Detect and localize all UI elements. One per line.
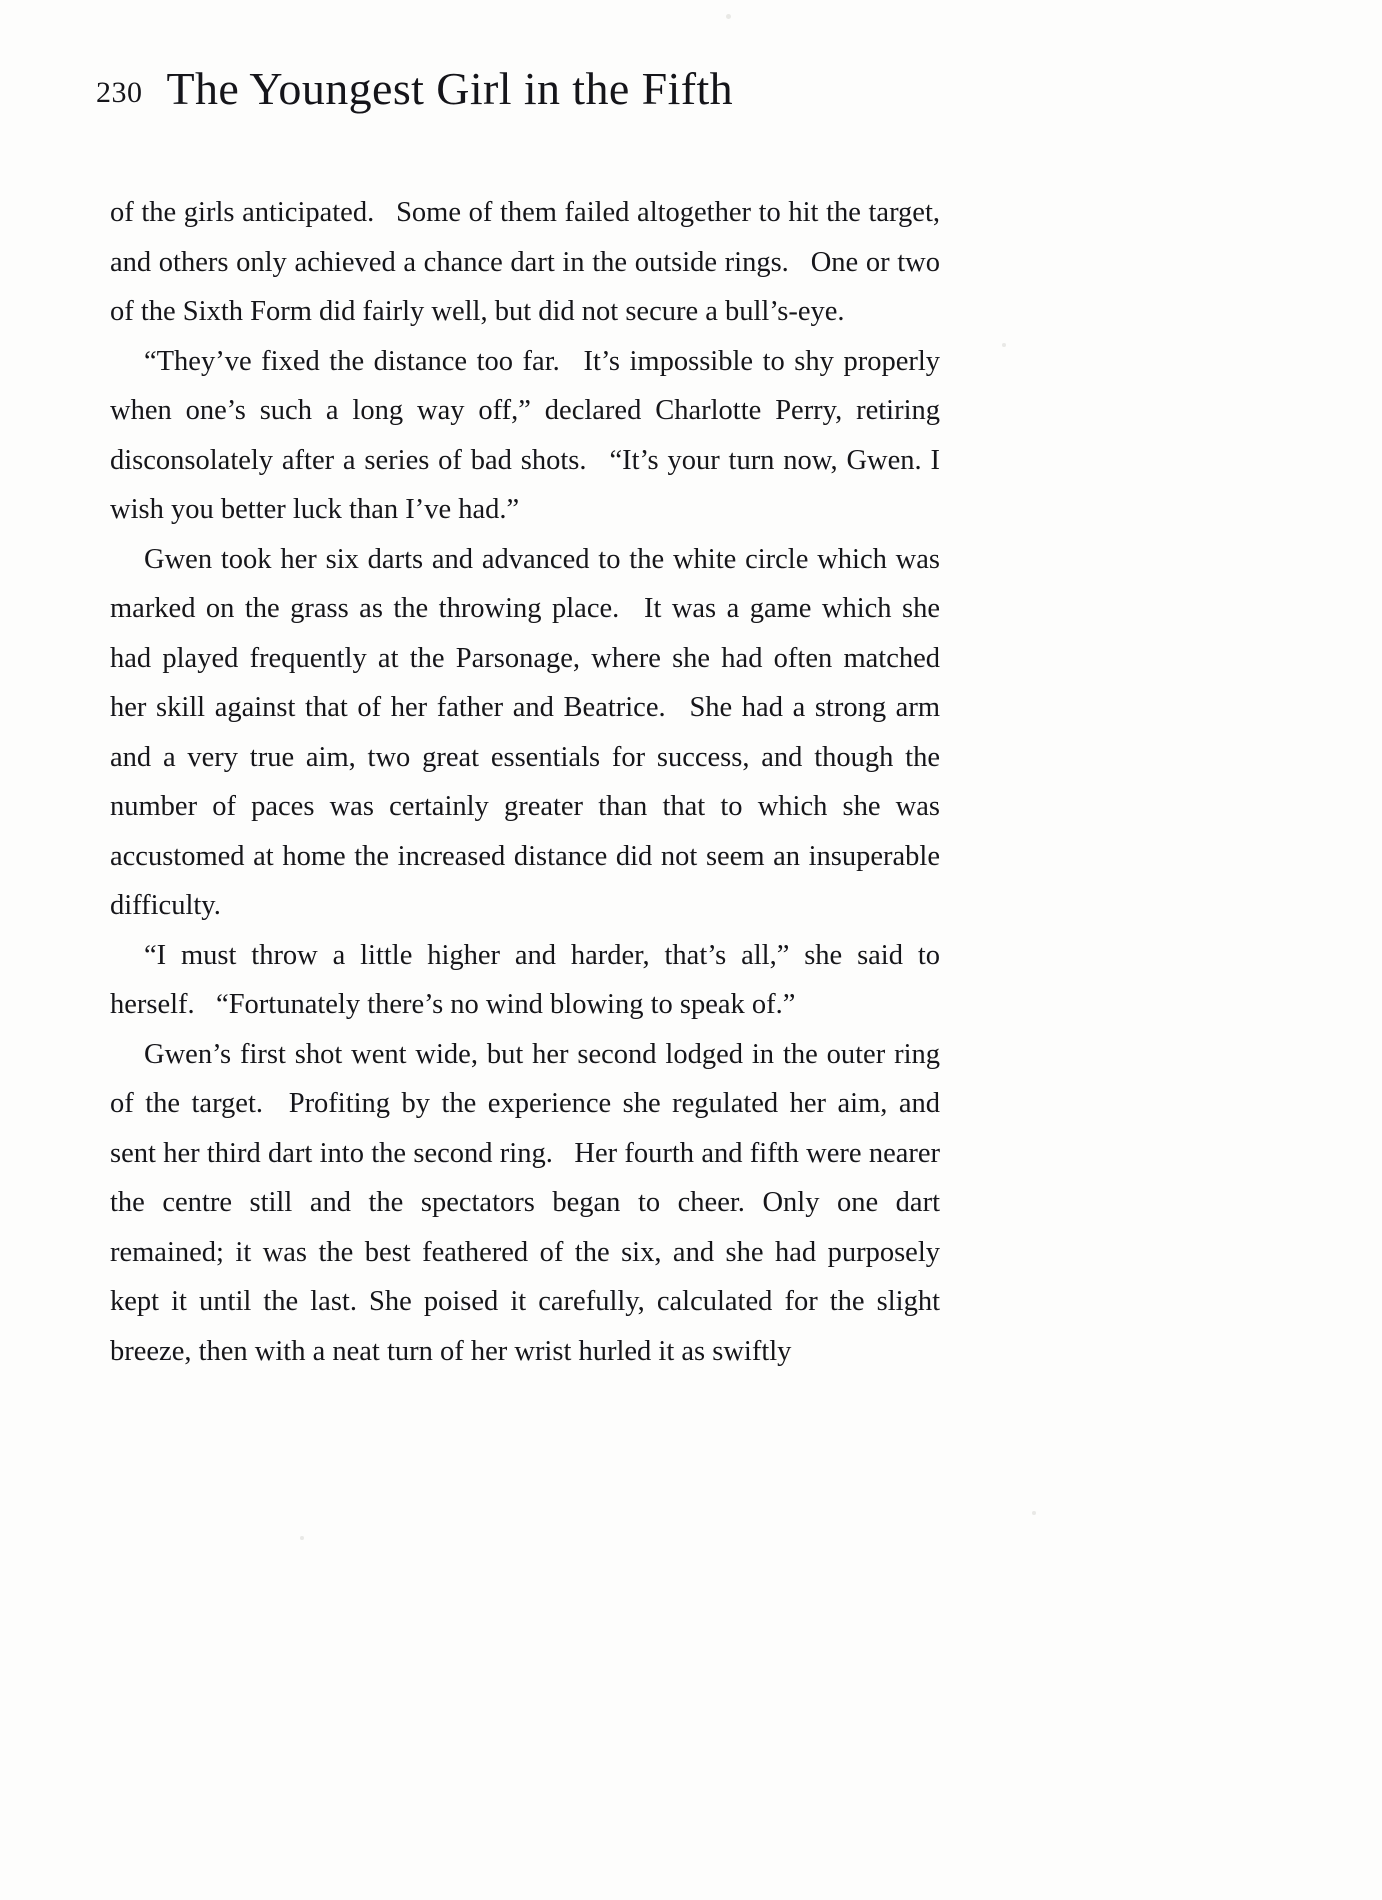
running-title: The Youngest Girl in the Fifth <box>166 63 734 114</box>
page-body <box>110 188 940 1376</box>
paragraph: Gwen’s first shot went wide, but her second lodged in the outer ring of the target. Profiting by the experience she regulated her aim, and sent her third dart into the second ring. Her fourth and fifth were nearer the centre still and the spectators began to cheer. Only one dart remained; it was the best feathered of the six, and she had purposely kept it until the last. She poised it carefully, calculated for the slight breeze, then with a neat turn of her wrist hurled it as swiftly <box>110 1038 940 1367</box>
scan-speck <box>1032 1511 1036 1515</box>
scan-speck <box>726 14 731 19</box>
paragraph: “I must throw a little higher and harder, that’s all,” she said to herself. “Fortunately there’s no wind blowing to speak of.” <box>110 939 940 1020</box>
page-number: 230 <box>96 76 143 109</box>
page-header <box>96 62 1196 115</box>
paragraph: Gwen took her six darts and advanced to the white circle which was marked on the grass as the throwing place. It was a game which she had played frequently at the Parsonage, where she had often matched her skill against that of her father and Beatrice. She had a strong arm and a very true aim, two great essentials for success, and though the number of paces was certainly greater than that to which she was accustomed at home the increased distance did not seem an insuperable difficulty. <box>110 543 940 921</box>
scan-speck <box>1002 343 1006 347</box>
scan-speck <box>300 1536 304 1540</box>
paragraph: “They’ve fixed the distance too far. It’s impossible to shy properly when one’s such a long way off,” declared Charlotte Perry, retiring disconsolately after a series of bad shots. “It’s your turn now, Gwen. I wish you better luck than I’ve had.” <box>110 345 940 525</box>
paragraph: of the girls anticipated. Some of them failed altogether to hit the target, and others only achieved a chance dart in the outside rings. One or two of the Sixth Form did fairly well, but did not secure a bull’s-eye. <box>110 197 940 327</box>
